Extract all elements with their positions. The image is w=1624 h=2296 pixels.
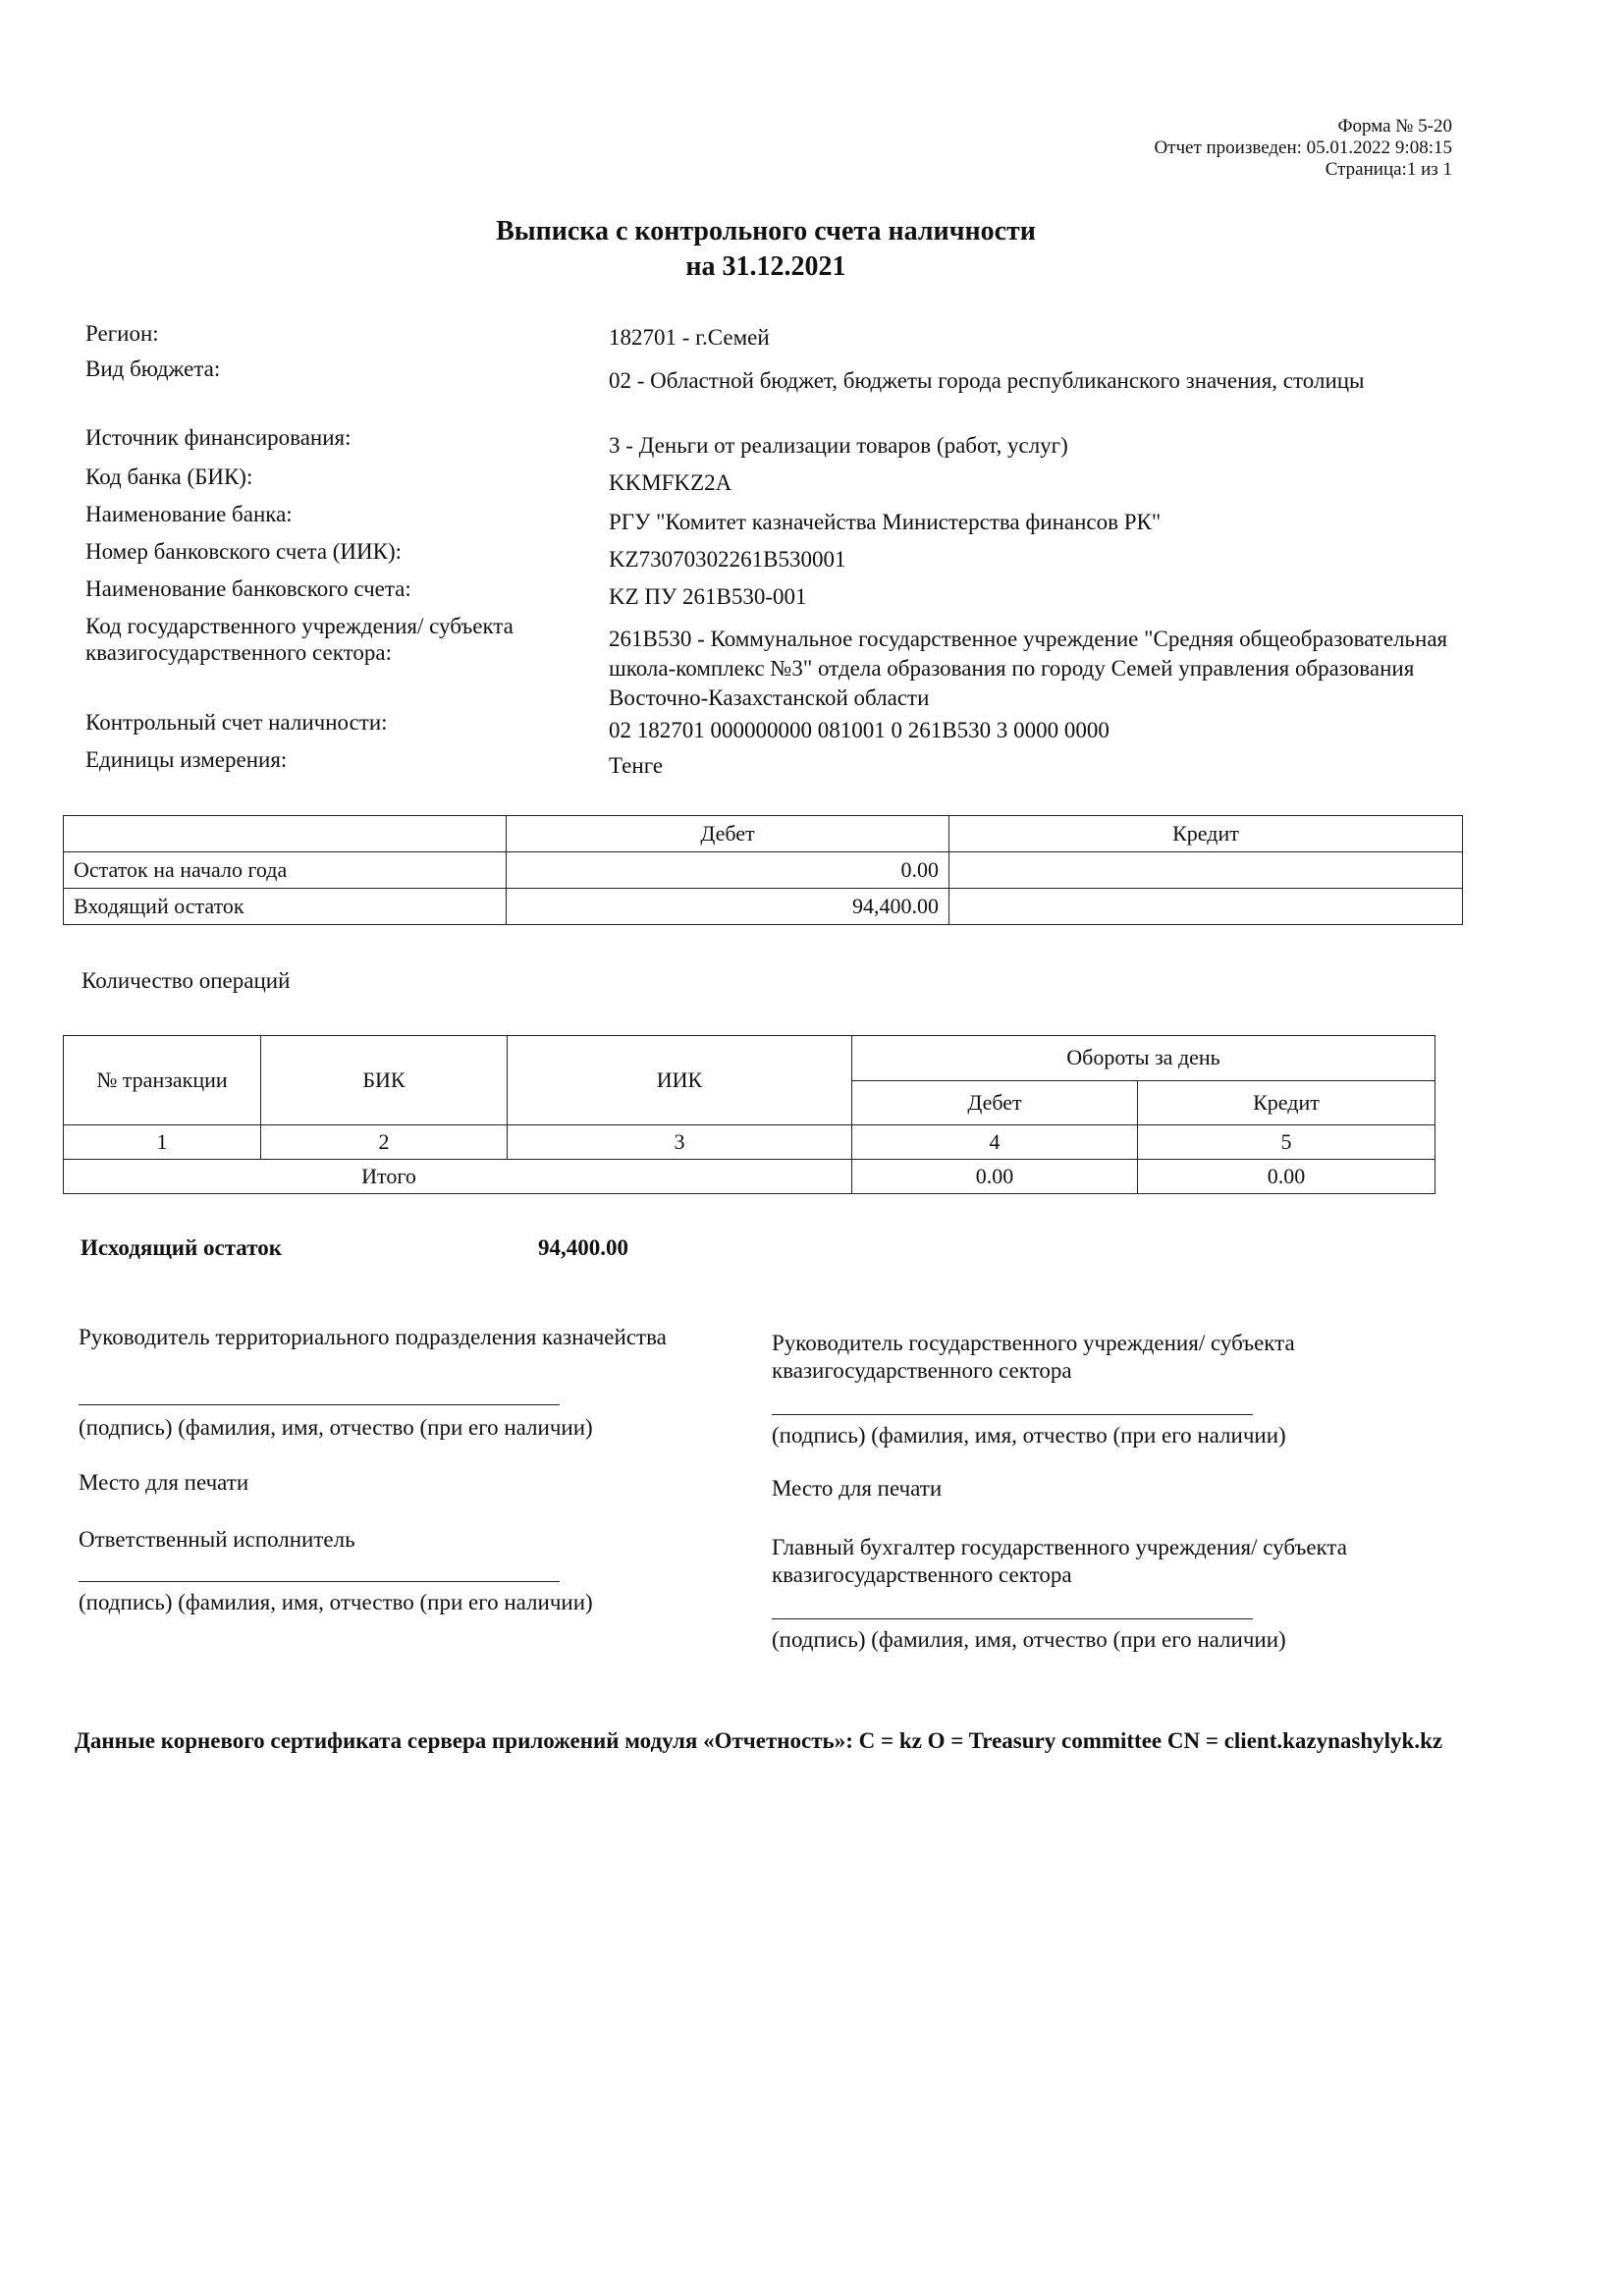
info-label-iik: Номер банковского счета (ИИК): — [85, 539, 403, 564]
right-head-caption: (подпись) (фамилия, имя, отчество (при его наличии) — [772, 1423, 1286, 1448]
info-label-institution: Код государственного учреждения/ субъекта квазигосударственного сектора: — [85, 614, 514, 665]
closing-balance-value: 94,400.00 — [538, 1235, 628, 1260]
balance-header-credit: Кредит — [949, 816, 1463, 852]
ops-col-number: 4 — [852, 1125, 1138, 1160]
balance-table — [63, 815, 1463, 925]
balance-row-credit — [949, 889, 1463, 925]
info-value-region: 182701 - г.Семей — [609, 325, 770, 350]
ops-col-number: 2 — [261, 1125, 508, 1160]
left-head-caption: (подпись) (фамилия, имя, отчество (при его наличии) — [79, 1415, 593, 1440]
balance-header-empty — [64, 816, 507, 852]
info-value-account-name: KZ ПУ 261B530-001 — [609, 584, 807, 609]
info-label-account-name: Наименование банковского счета: — [85, 576, 411, 601]
right-head-title: Руководитель государственного учреждения/ субъекта квазигосударственного сектора — [772, 1331, 1295, 1383]
form-number: Форма № 5-20 — [1337, 116, 1452, 137]
balance-row-debit: 94,400.00 — [507, 889, 949, 925]
info-label-bank: Наименование банка: — [85, 502, 293, 526]
balance-header-debit: Дебет — [507, 816, 949, 852]
title-line2: на 31.12.2021 — [685, 251, 846, 282]
right-acct-signature-line — [772, 1618, 1253, 1619]
info-label-budget: Вид бюджета: — [85, 356, 221, 381]
table-row — [64, 1125, 1435, 1160]
table-row — [64, 889, 1463, 925]
left-head-title: Руководитель территориального подразделения казначейства — [79, 1325, 667, 1349]
info-value-source: 3 - Деньги от реализации товаров (работ, услуг) — [609, 433, 1068, 458]
balance-row-credit — [949, 852, 1463, 889]
right-head-signature-line — [772, 1414, 1253, 1415]
report-meta — [1154, 116, 1452, 181]
info-label-source: Источник финансирования: — [85, 425, 352, 450]
report-generated: Отчет произведен: 05.01.2022 9:08:15 — [1154, 137, 1452, 158]
left-stamp: Место для печати — [79, 1470, 249, 1495]
info-value-units: Тенге — [609, 753, 664, 778]
right-acct-caption: (подпись) (фамилия, имя, отчество (при его наличии) — [772, 1627, 1286, 1652]
operations-label: Количество операций — [81, 968, 291, 993]
operations-table — [63, 1035, 1435, 1194]
left-exec-caption: (подпись) (фамилия, имя, отчество (при его наличии) — [79, 1590, 593, 1614]
ops-total-credit: 0.00 — [1138, 1160, 1435, 1194]
balance-row-label: Остаток на начало года — [64, 852, 507, 889]
table-row — [64, 816, 1463, 852]
table-row — [64, 1036, 1435, 1081]
info-label-region: Регион: — [85, 321, 159, 346]
info-label-control-account: Контрольный счет наличности: — [85, 710, 388, 735]
ops-total-label: Итого — [64, 1160, 852, 1194]
ops-header-bik: БИК — [261, 1036, 508, 1125]
info-value-bik: KKMFKZ2A — [609, 470, 732, 495]
certificate-info: Данные корневого сертификата сервера приложений модуля «Отчетность»: C = kz O = Treasury committee CN = client.kazynashylyk.kz — [75, 1728, 1443, 1753]
closing-balance-label: Исходящий остаток — [81, 1235, 282, 1260]
info-value-institution: 261B530 - Коммунальное государственное учреждение "Средняя общеобразовательная школа-комплекс №3" отдела образования по городу Семей управления образования Восточно-Казахстанской области — [609, 627, 1448, 710]
ops-header-credit: Кредит — [1138, 1080, 1435, 1125]
page-number: Страница:1 из 1 — [1325, 159, 1452, 180]
table-row — [64, 852, 1463, 889]
info-value-iik: KZ73070302261B530001 — [609, 547, 846, 572]
ops-col-number: 3 — [508, 1125, 852, 1160]
ops-header-transaction: № транзакции — [64, 1036, 261, 1125]
right-acct-title: Главный бухгалтер государственного учреждения/ субъекта квазигосударственного сектора — [772, 1535, 1347, 1587]
table-row — [64, 1160, 1435, 1194]
document-title — [0, 214, 1532, 285]
left-exec-title: Ответственный исполнитель — [79, 1527, 355, 1552]
info-label-units: Единицы измерения: — [85, 747, 288, 772]
ops-col-number: 1 — [64, 1125, 261, 1160]
ops-header-iik: ИИК — [508, 1036, 852, 1125]
ops-col-number: 5 — [1138, 1125, 1435, 1160]
ops-header-turnover: Обороты за день — [852, 1036, 1435, 1081]
title-line1: Выписка с контрольного счета наличности — [496, 216, 1036, 246]
right-stamp: Место для печати — [772, 1476, 943, 1501]
balance-row-label: Входящий остаток — [64, 889, 507, 925]
info-value-budget: 02 - Областной бюджет, бюджеты города республиканского значения, столицы — [609, 368, 1365, 393]
info-label-bik: Код банка (БИК): — [85, 465, 253, 489]
left-head-signature-line — [79, 1404, 560, 1405]
info-value-bank: РГУ "Комитет казначейства Министерства финансов РК" — [609, 510, 1162, 534]
ops-header-debit: Дебет — [852, 1080, 1138, 1125]
balance-row-debit: 0.00 — [507, 852, 949, 889]
info-value-control-account: 02 182701 000000000 081001 0 261B530 3 0000 0000 — [609, 718, 1110, 742]
ops-total-debit: 0.00 — [852, 1160, 1138, 1194]
left-exec-signature-line — [79, 1581, 560, 1582]
